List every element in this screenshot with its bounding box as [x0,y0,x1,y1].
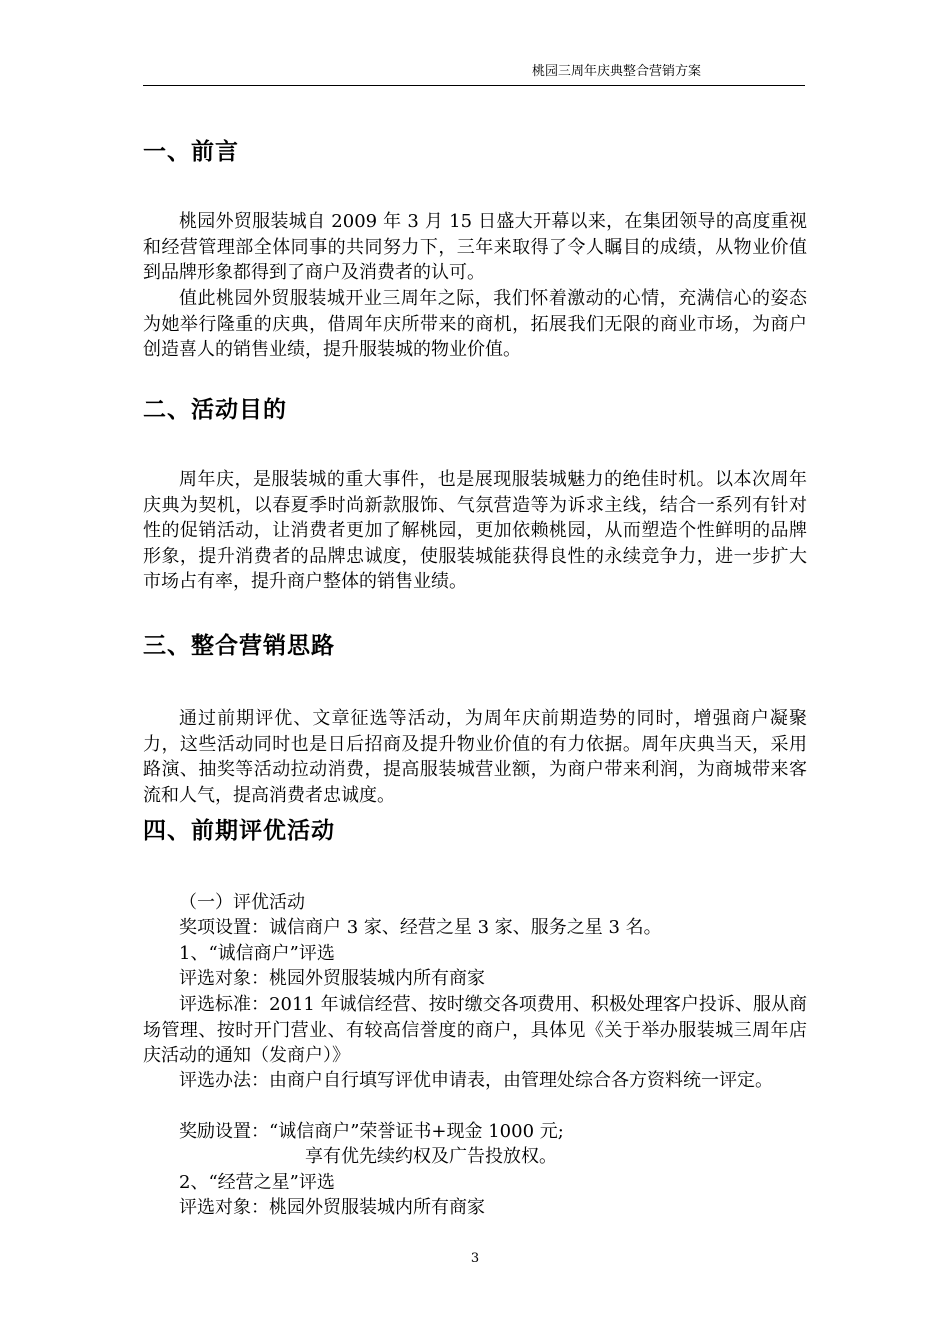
running-header [143,0,805,86]
list-line: 评选对象：桃园外贸服装城内所有商家 [179,968,485,989]
list-line: 奖项设置：诚信商户 3 家、经营之星 3 家、服务之星 3 名。 [179,917,662,938]
paragraph: 值此桃园外贸服装城开业三周年之际，我们怀着激动的心情，充满信心的姿态为她举行隆重的庆典，借周年庆所带来的商机，拓展我们无限的商业市场，为商户创造喜人的销售业绩，提升服装城的物业价值。 [143,288,807,360]
list-line: 奖励设置：“诚信商户”荣誉证书+现金 1000 元; [179,1121,564,1142]
paragraph: 周年庆，是服装城的重大事件，也是展现服装城魅力的绝佳时机。以本次周年庆典为契机，以春夏季时尚新款服饰、气氛营造等为诉求主线，结合一系列有针对性的促销活动，让消费者更加了解桃园，更加依赖桃园，从而塑造个性鲜明的品牌形象，提升消费者的品牌忠诚度，使服装城能获得良性的永续竞争力，进一步扩大市场占有率，提升商户整体的销售业绩。 [143,469,807,592]
list-line: 1、“诚信商户”评选 [179,943,335,964]
paragraph: 评选办法：由商户自行填写评优申请表，由管理处综合各方资料统一评定。 [179,1070,773,1091]
section-heading-purpose: 二、活动目的 [143,397,287,423]
paragraph: 通过前期评优、文章征选等活动，为周年庆前期造势的同时，增强商户凝聚力，这些活动同时也是日后招商及提升物业价值的有力依据。周年庆典当天，采用路演、抽奖等活动拉动消费，提高服装城营业额，为商户带来利润，为商城带来客流和人气，提高消费者忠诚度。 [143,708,807,806]
page-number: 3 [470,1251,480,1266]
running-header-title: 桃园三周年庆典整合营销方案 [531,64,701,79]
list-line: 评选对象：桃园外贸服装城内所有商家 [179,1197,485,1218]
section-heading-strategy: 三、整合营销思路 [143,633,335,659]
list-line: 2、“经营之星”评选 [179,1172,335,1193]
list-line: 享有优先续约权及广告投放权。 [305,1146,557,1167]
paragraph: 桃园外贸服装城自 2009 年 3 月 15 日盛大开幕以来，在集团领导的高度重视和经营管理部全体同事的共同努力下，三年来取得了令人瞩目的成绩，从物业价值到品牌形象都得到了商户及消费者的认可。 [143,211,807,283]
list-line: （一）评优活动 [179,892,305,913]
section-heading-evaluation: 四、前期评优活动 [143,818,335,844]
paragraph: 评选标准：2011 年诚信经营、按时缴交各项费用、积极处理客户投诉、服从商场管理、按时开门营业、有较高信誉度的商户，具体见《关于举办服装城三周年店庆活动的通知（发商户）》 [143,994,807,1066]
section-heading-preface: 一、前言 [143,139,239,165]
